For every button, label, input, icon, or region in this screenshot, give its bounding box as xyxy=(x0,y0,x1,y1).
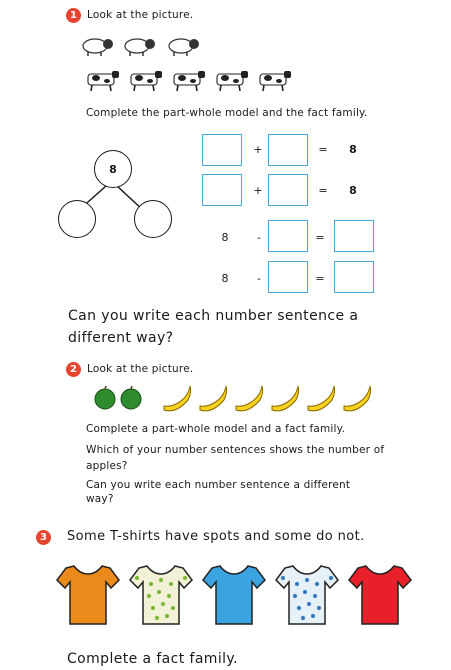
answer-box[interactable] xyxy=(268,220,308,252)
tshirt-icon xyxy=(130,566,192,624)
question-number-3: 3 xyxy=(36,530,51,545)
tshirt-spot xyxy=(135,576,139,580)
equals-sign: = xyxy=(315,231,325,244)
minus-sign: - xyxy=(257,231,261,244)
equals-sign: = xyxy=(315,272,325,285)
part-circle-left[interactable] xyxy=(58,200,96,238)
plus-sign: + xyxy=(253,184,263,197)
apple-icon xyxy=(95,386,115,409)
q2-line3: Can you write each number sentence a different way? xyxy=(86,479,351,505)
question-number-2: 2 xyxy=(66,362,81,377)
tshirt-spot xyxy=(155,616,159,620)
tshirt-spot xyxy=(311,614,315,618)
fruit-group xyxy=(94,382,394,418)
tshirt-icon xyxy=(203,566,265,624)
tshirt-spot xyxy=(301,616,305,620)
sheep-group xyxy=(82,34,212,60)
q1-question: Can you write each number sentence a different way? xyxy=(68,308,359,346)
cow-icon xyxy=(260,71,291,91)
tshirt-spot xyxy=(159,578,163,582)
tshirt-spot xyxy=(293,594,297,598)
q1-prompt: Complete the part-whole model and the fact family. xyxy=(86,107,368,119)
q3-footer: Complete a fact family. xyxy=(67,651,238,667)
banana-icon xyxy=(344,386,371,411)
tshirt-row xyxy=(56,562,436,628)
answer-box[interactable] xyxy=(334,220,374,252)
tshirt-spot xyxy=(165,614,169,618)
tshirt-spot xyxy=(295,582,299,586)
cow-icon xyxy=(88,71,119,91)
cow-icon xyxy=(131,71,162,91)
banana-icon xyxy=(272,386,299,411)
result-value: 8 xyxy=(349,143,357,156)
answer-box[interactable] xyxy=(268,261,308,293)
answer-box[interactable] xyxy=(334,261,374,293)
answer-box[interactable] xyxy=(202,174,242,206)
tshirt-spot xyxy=(313,594,317,598)
tshirt-spot xyxy=(169,582,173,586)
cow-icon xyxy=(217,71,248,91)
answer-box[interactable] xyxy=(202,134,242,166)
q1-instruction: Look at the picture. xyxy=(87,9,194,21)
plus-sign: + xyxy=(253,143,263,156)
tshirt-spot xyxy=(329,576,333,580)
tshirt-spot xyxy=(171,606,175,610)
tshirt-spot xyxy=(167,594,171,598)
tshirt-icon xyxy=(57,566,119,624)
tshirt-spot xyxy=(305,578,309,582)
sheep-icon xyxy=(83,39,113,56)
cow-icon xyxy=(174,71,205,91)
q2-line1: Complete a part-whole model and a fact family. xyxy=(86,423,346,435)
banana-icon xyxy=(164,386,191,411)
tshirt-spot xyxy=(281,576,285,580)
tshirt-icon xyxy=(276,566,338,624)
tshirt-spot xyxy=(315,582,319,586)
answer-box[interactable] xyxy=(268,134,308,166)
answer-box[interactable] xyxy=(268,174,308,206)
result-value: 8 xyxy=(349,184,357,197)
equals-sign: = xyxy=(318,143,328,156)
tshirt-spot xyxy=(317,606,321,610)
tshirt-spot xyxy=(303,590,307,594)
tshirt-spot xyxy=(157,590,161,594)
tshirt-spot xyxy=(151,606,155,610)
q2-line2: Which of your number sentences shows the number of apples? xyxy=(86,444,385,472)
tshirt-spot xyxy=(297,606,301,610)
tshirt-spot xyxy=(183,576,187,580)
sheep-icon xyxy=(125,39,155,56)
part-circle-right[interactable] xyxy=(134,200,172,238)
start-value: 8 xyxy=(221,231,229,244)
tshirt-spot xyxy=(307,602,311,606)
tshirt-icon xyxy=(349,566,411,624)
q2-instruction: Look at the picture. xyxy=(87,363,194,375)
whole-circle: 8 xyxy=(94,150,132,188)
banana-icon xyxy=(308,386,335,411)
q3-instruction: Some T-shirts have spots and some do not. xyxy=(67,529,365,544)
tshirt-spot xyxy=(149,582,153,586)
tshirt-spot xyxy=(147,594,151,598)
tshirt-spot xyxy=(161,602,165,606)
start-value: 8 xyxy=(221,272,229,285)
banana-icon xyxy=(236,386,263,411)
cow-group xyxy=(86,68,296,94)
minus-sign: - xyxy=(257,272,261,285)
equals-sign: = xyxy=(318,184,328,197)
sheep-icon xyxy=(169,39,199,56)
banana-icon xyxy=(200,386,227,411)
question-number-1: 1 xyxy=(66,8,81,23)
apple-icon xyxy=(121,386,141,409)
